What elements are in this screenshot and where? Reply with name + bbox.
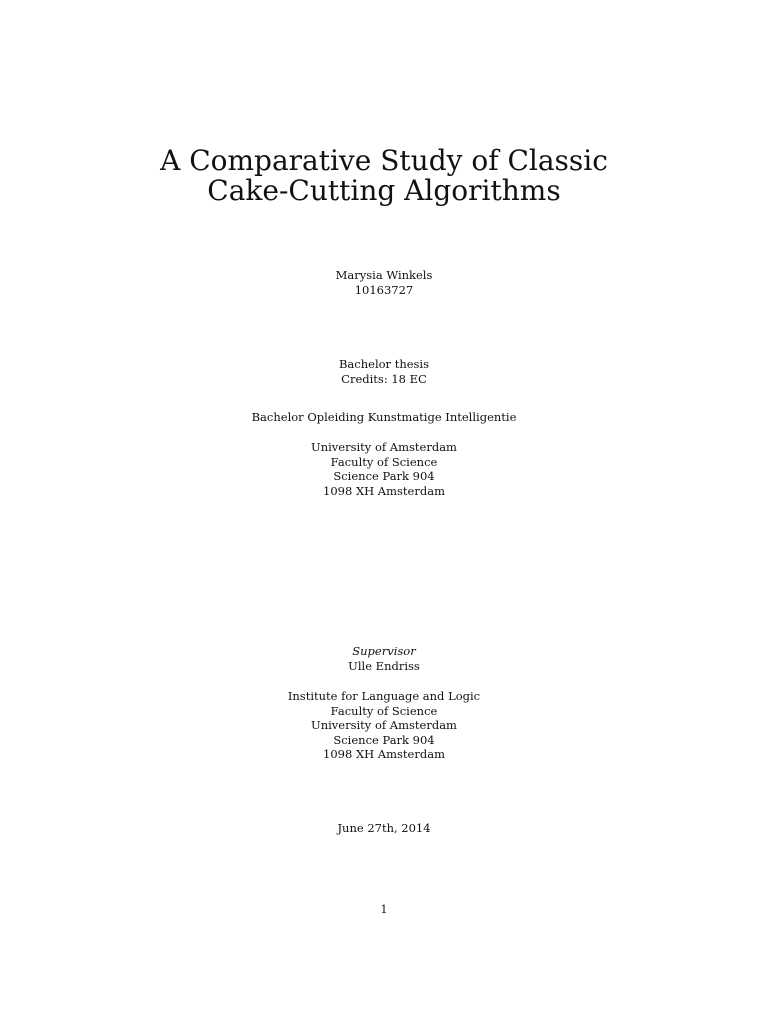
address-line: Science Park 904 bbox=[333, 732, 435, 747]
thesis-title bbox=[0, 146, 768, 206]
title-line-1: A Comparative Study of Classic bbox=[160, 144, 608, 177]
supervisor-name: Ulle Endriss bbox=[348, 658, 420, 673]
submission-date: June 27th, 2014 bbox=[337, 821, 431, 835]
address-line: Faculty of Science bbox=[330, 703, 438, 718]
thesis-info-block bbox=[0, 357, 768, 386]
institute-address-block bbox=[0, 689, 768, 762]
address-line: Institute for Language and Logic bbox=[287, 689, 481, 703]
thesis-type: Bachelor thesis bbox=[338, 357, 430, 371]
address-line: 1098 XH Amsterdam bbox=[323, 483, 445, 498]
address-line: University of Amsterdam bbox=[311, 718, 457, 733]
student-number: 10163727 bbox=[354, 282, 414, 297]
university-address-block bbox=[0, 440, 768, 498]
program-name: Bachelor Opleiding Kunstmatige Intelligentie bbox=[251, 410, 517, 424]
title-line-2: Cake-Cutting Algorithms bbox=[207, 174, 561, 207]
page-number: 1 bbox=[380, 903, 388, 916]
supervisor-block bbox=[0, 644, 768, 673]
author-name: Marysia Winkels bbox=[335, 268, 433, 282]
address-line: Science Park 904 bbox=[333, 469, 435, 484]
thesis-credits: Credits: 18 EC bbox=[341, 371, 427, 386]
supervisor-label: Supervisor bbox=[352, 644, 416, 658]
author-block bbox=[0, 268, 768, 297]
address-line: University of Amsterdam bbox=[311, 440, 457, 454]
address-line: Faculty of Science bbox=[330, 454, 438, 469]
address-line: 1098 XH Amsterdam bbox=[323, 747, 445, 762]
